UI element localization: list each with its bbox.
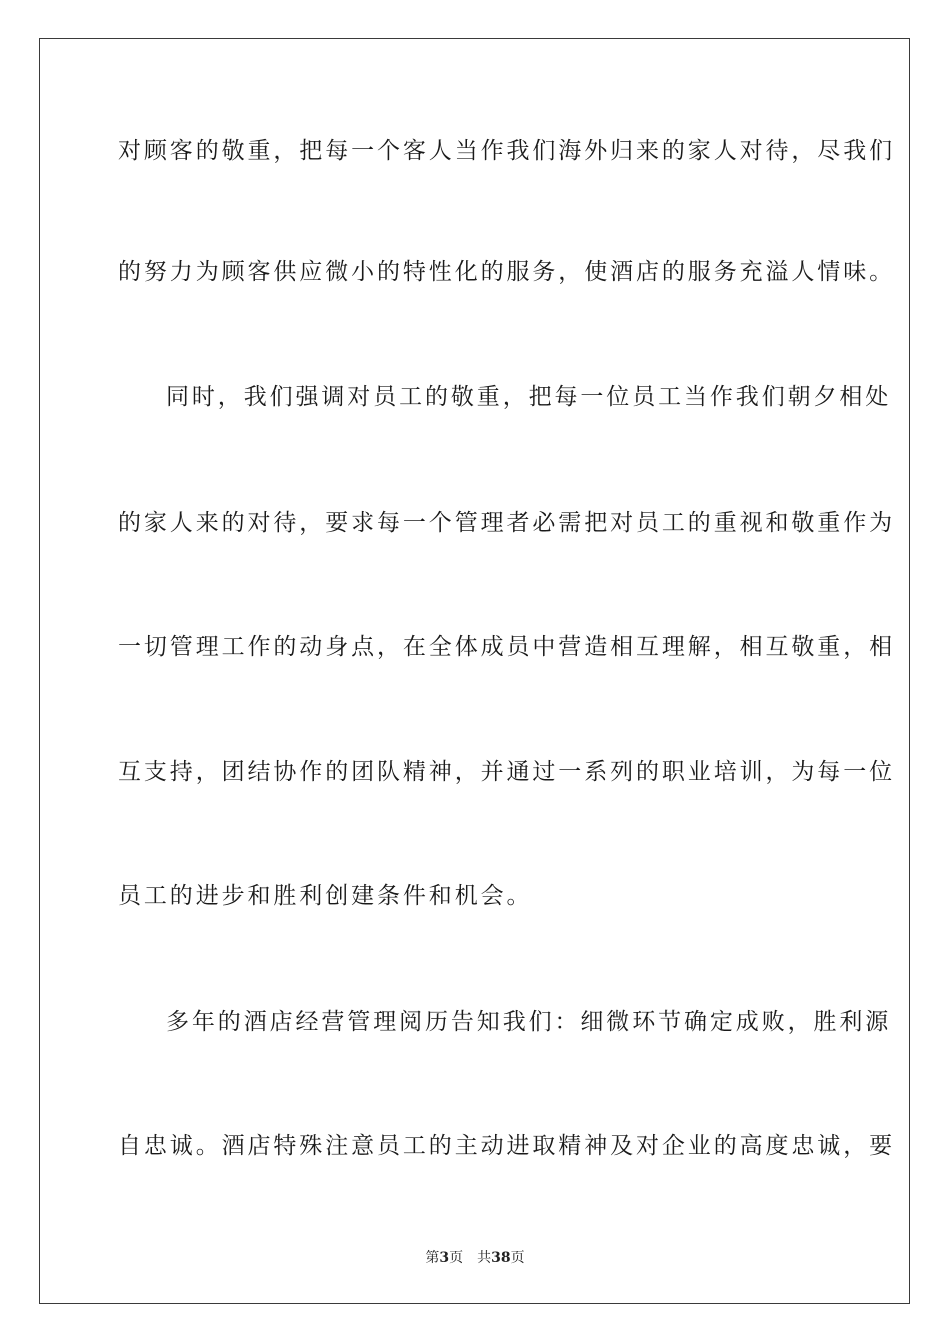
footer-page-prefix: 第 [425, 1250, 440, 1266]
body-line-3: 同时，我们强调对员工的敬重，把每一位员工当作我们朝夕相处 [166, 384, 892, 410]
body-line-2: 的努力为顾客供应微小的特性化的服务，使酒店的服务充溢人情味。 [118, 259, 895, 285]
footer-page-number: 3 [439, 1250, 450, 1266]
page-footer [0, 1249, 950, 1267]
footer-total-suffix: 页 [510, 1250, 525, 1266]
page-border [39, 38, 910, 1304]
body-line-4: 的家人来的对待，要求每一个管理者必需把对员工的重视和敬重作为 [118, 510, 895, 536]
body-line-8: 多年的酒店经营管理阅历告知我们：细微环节确定成败，胜利源 [166, 1009, 892, 1035]
footer-page-suffix: 页 [449, 1250, 464, 1266]
body-line-5: 一切管理工作的动身点，在全体成员中营造相互理解，相互敬重，相 [118, 634, 895, 660]
body-line-1: 对顾客的敬重，把每一个客人当作我们海外归来的家人对待，尽我们 [118, 138, 895, 164]
body-line-7: 员工的进步和胜利创建条件和机会。 [118, 883, 533, 909]
body-line-9: 自忠诚。酒店特殊注意员工的主动进取精神及对企业的高度忠诚，要 [118, 1133, 895, 1159]
footer-total-prefix: 共 [477, 1250, 492, 1266]
footer-total-pages: 38 [491, 1250, 511, 1266]
body-line-6: 互支持，团结协作的团队精神，并通过一系列的职业培训，为每一位 [118, 759, 895, 785]
